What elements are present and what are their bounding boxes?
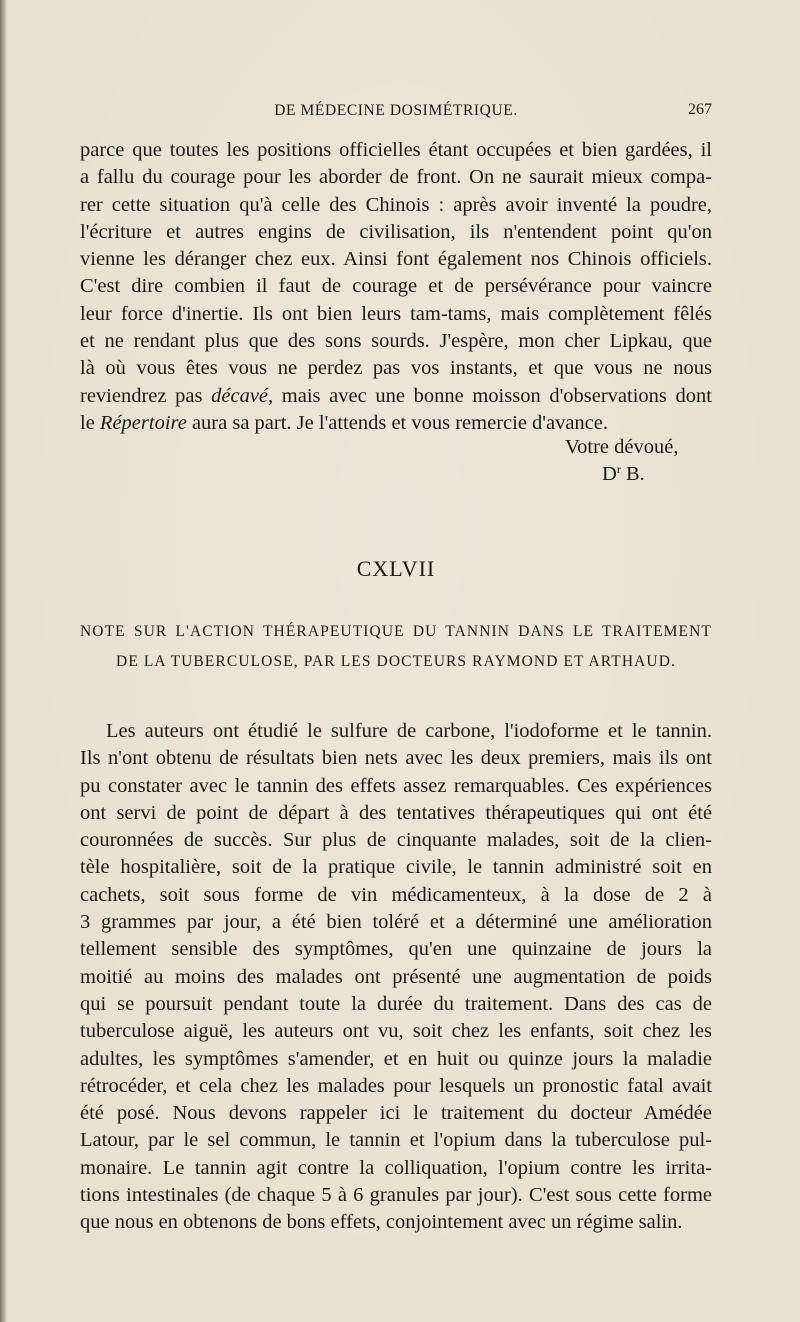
page-binding-edge (0, 0, 7, 1322)
italic-word-repertoire: Répertoire (99, 411, 187, 434)
text-line: pu constater avec le tannin des effets assez remarquables. Ces expériences (80, 774, 712, 797)
text-line: tellement sensible des symptômes, qu'en une quinzaine de jours la (80, 938, 712, 961)
body-paragraph (80, 718, 712, 1237)
signature-name: B. (620, 463, 645, 485)
chapter-caption-line: NOTE SUR L'ACTION THÉRAPEUTIQUE DU TANNIN DANS LE TRAITEMENT (80, 623, 712, 640)
text-line: cachets, soit sous forme de vin médicamenteux, à la dose de 2 à (80, 883, 712, 906)
text-line: été posé. Nous devons rappeler ici le traitement du docteur Amédée (80, 1102, 712, 1125)
text-fragment: le (80, 411, 100, 434)
letter-paragraph (80, 137, 712, 437)
running-title: DE MÉDECINE DOSIMÉTRIQUE. (274, 102, 518, 119)
text-line: tuberculose aiguë, les auteurs ont vu, soit chez les enfants, soit chez les (80, 1020, 712, 1043)
italic-word-decave: décavé (211, 384, 269, 407)
text-fragment: , mais avec une bonne moisson d'observations dont (268, 384, 712, 407)
running-head (80, 102, 712, 126)
text-line: tions intestinales (de chaque 5 à 6 granules par jour). C'est sous cette forme (80, 1184, 712, 1207)
text-line: rétrocéder, et cela chez les malades pour lesquels un pronostic fatal avait (80, 1074, 712, 1097)
text-line: là où vous êtes vous ne perdez pas vos instants, et que vous ne nous (80, 357, 712, 380)
text-line-italic-word (80, 383, 712, 410)
signature-prefix: D (602, 463, 617, 485)
text-line-italic-word (80, 410, 712, 437)
text-line: Les auteurs ont étudié le sulfure de carbone, l'iodoforme et le tannin. (106, 720, 712, 742)
chapter-caption-line: DE LA TUBERCULOSE, PAR LES DOCTEURS RAYMOND ET ARTHAUD. (116, 653, 676, 670)
page-number: 267 (688, 101, 712, 118)
text-line: Latour, par le sel commun, le tannin et l'opium dans la tuberculose pul- (80, 1129, 712, 1152)
text-line: adultes, les symptômes s'amender, et en huit ou quinze jours la maladie (80, 1047, 712, 1070)
text-line: parce que toutes les positions officielles étant occupées et bien gardées, il (80, 139, 712, 161)
text-line: monaire. Le tannin agit contre la colliquation, l'opium contre les irrita- (80, 1156, 712, 1179)
text-line: 3 grammes par jour, a été bien toléré et a déterminé une amélioration (80, 911, 712, 934)
signature (602, 462, 645, 486)
text-line: couronnées de succès. Sur plus de cinquante malades, soit de la clien- (80, 829, 712, 852)
text-line: qui se poursuit pendant toute la durée du traitement. Dans des cas de (80, 992, 712, 1015)
text-line: et ne rendant plus que des sons sourds. J'espère, mon cher Lipkau, que (80, 330, 712, 353)
text-line: rer cette situation qu'à celle des Chinois : après avoir inventé la poudre, (80, 193, 712, 216)
text-line: a fallu du courage pour les aborder de front. On ne saurait mieux compa- (80, 166, 712, 189)
closing-line: Votre dévoué, (565, 436, 679, 458)
text-line: moitié au moins des malades ont présenté une augmentation de poids (80, 965, 712, 988)
text-line: tèle hospitalière, soit de la pratique civile, le tannin administré soit en (80, 856, 712, 879)
text-fragment: reviendrez pas (80, 384, 212, 407)
text-line: ont servi de point de départ à des tentatives thérapeutiques qui ont été (80, 801, 712, 824)
text-line: vienne les déranger chez eux. Ainsi font également nos Chinois officiels. (80, 248, 712, 271)
chapter-number: CXLVII (356, 556, 436, 581)
text-line: C'est dire combien il faut de courage et de persévérance pour vaincre (80, 275, 712, 298)
text-line: que nous en obtenons de bons effets, conjointement avec un régime salin. (80, 1211, 683, 1234)
text-line: leur force d'inertie. Ils ont bien leurs tam-tams, mais complètement fêlés (80, 302, 712, 325)
text-fragment: aura sa part. Je l'attends et vous remercie d'avance. (186, 411, 609, 434)
signature-superscript: r (616, 462, 621, 476)
text-line: l'écriture et autres engins de civilisation, ils n'entendent point qu'on (80, 220, 712, 243)
text-line: Ils n'ont obtenu de résultats bien nets avec les deux premiers, mais ils ont (80, 747, 712, 770)
